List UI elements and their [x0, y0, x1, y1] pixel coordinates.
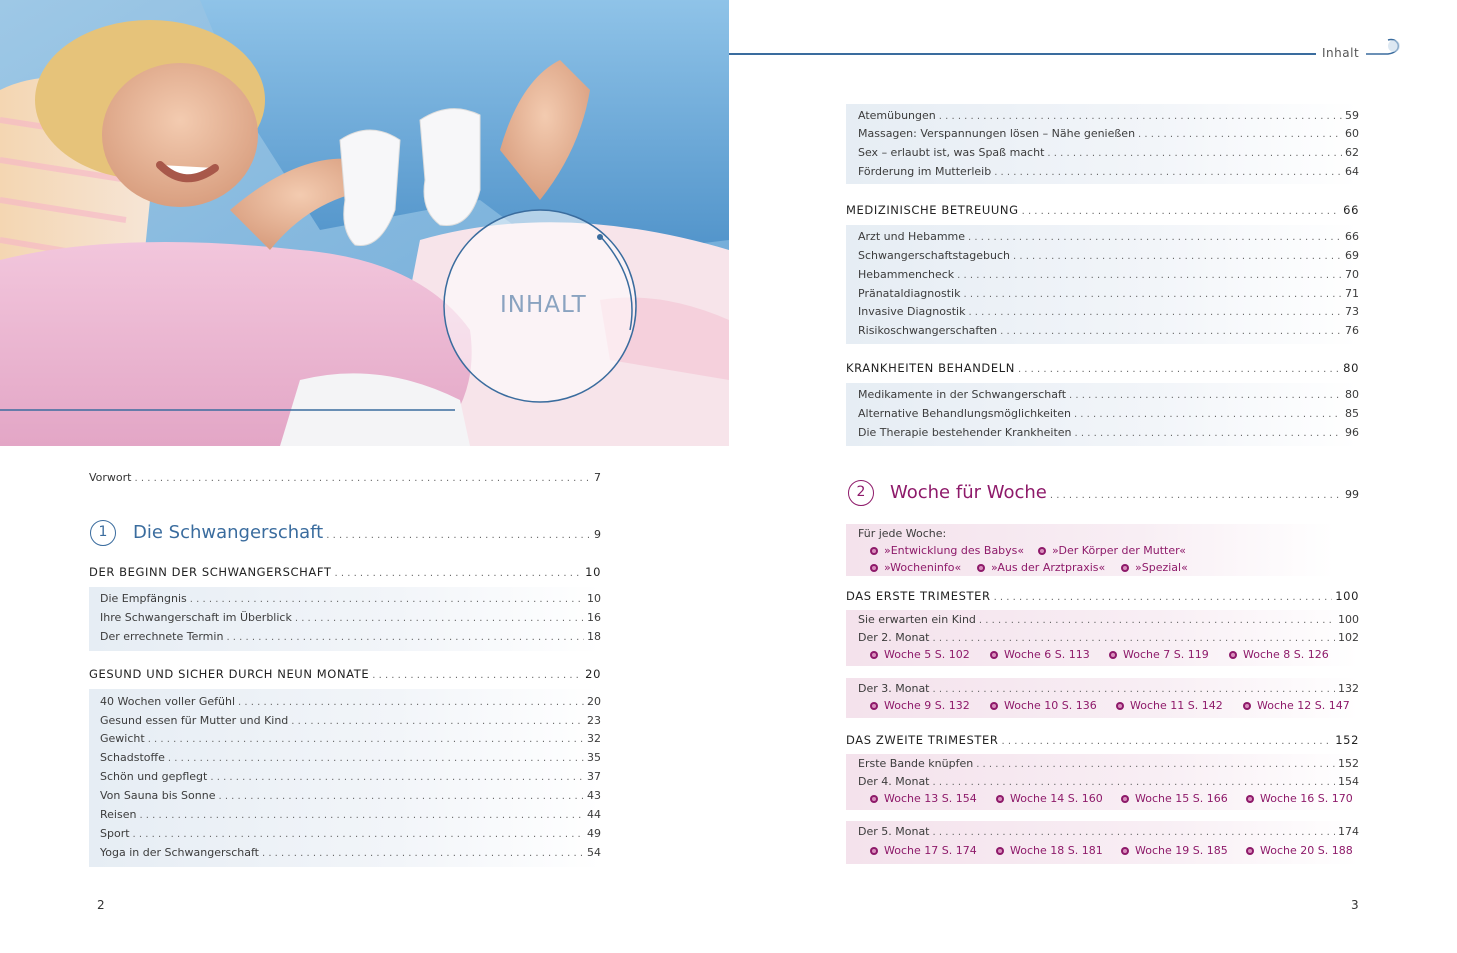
toc-dots [957, 270, 1342, 281]
week-label: Woche 7 S. 119 [1123, 648, 1209, 661]
toc-entry[interactable] [100, 808, 601, 821]
toc-dots [963, 289, 1342, 300]
week-label: Woche 14 S. 160 [1010, 792, 1103, 805]
toc-dots [939, 111, 1342, 122]
entry-page: 102 [1338, 631, 1359, 644]
entry-title: Der 2. Monat [858, 631, 930, 644]
toc-entry[interactable] [100, 611, 601, 624]
toc-dots [210, 772, 584, 783]
entry-title: Schön und gepflegt [100, 770, 208, 783]
bullet-icon [870, 847, 878, 855]
entry-page: 43 [587, 789, 601, 802]
toc-dots [372, 670, 582, 681]
toc-page: 99 [1345, 488, 1359, 501]
toc-page: 66 [1343, 203, 1359, 217]
bullet-icon [1121, 564, 1129, 572]
toc-entry[interactable] [858, 146, 1359, 159]
photo-illustration [0, 0, 729, 446]
entry-title: Schwangerschaftstagebuch [858, 249, 1010, 262]
entry-title: Der 3. Monat [858, 682, 930, 695]
toc-dots [1138, 129, 1342, 140]
entry-title: Der 5. Monat [858, 825, 930, 838]
chapter-1-title: Die Schwangerschaft [133, 522, 324, 543]
toc-dots [291, 716, 584, 727]
section-title: KRANKHEITEN BEHANDELN [846, 361, 1015, 375]
weekly-item-label: »Der Körper der Mutter« [1052, 544, 1186, 557]
entry-title: Atemübungen [858, 109, 936, 122]
entry-page: 174 [1338, 825, 1359, 838]
week-label: Woche 12 S. 147 [1257, 699, 1350, 712]
toc-dots [262, 848, 584, 859]
toc-entry[interactable] [100, 789, 601, 802]
entry-title: Ihre Schwangerschaft im Überblick [100, 611, 292, 624]
toc-entry[interactable] [100, 751, 601, 764]
entry-title: Medikamente in der Schwangerschaft [858, 388, 1067, 401]
toc-entry[interactable] [100, 592, 601, 605]
bullet-icon [1246, 847, 1254, 855]
week-link[interactable] [1246, 844, 1353, 857]
toc-dots [933, 684, 1336, 695]
week-link[interactable] [1121, 844, 1228, 857]
week-link[interactable] [1109, 648, 1209, 661]
entry-title: Die Empfängnis [100, 592, 187, 605]
week-link[interactable] [990, 699, 1097, 712]
entry-title: Von Sauna bis Sonne [100, 789, 216, 802]
week-label: Woche 13 S. 154 [884, 792, 977, 805]
toc-entry[interactable] [858, 825, 1359, 838]
page-number-left: 2 [97, 898, 105, 912]
toc-dots [238, 697, 584, 708]
toc-entry[interactable] [100, 846, 601, 859]
toc-entry[interactable] [858, 109, 1359, 122]
toc-dots [994, 592, 1333, 603]
toc-dots [326, 530, 591, 541]
section-title: GESUND UND SICHER DURCH NEUN MONATE [89, 667, 370, 681]
entry-title: Sport [100, 827, 130, 840]
entry-page: 18 [587, 630, 601, 643]
toc-dots [1047, 148, 1342, 159]
week-link[interactable] [1246, 792, 1353, 805]
toc-entry[interactable] [100, 827, 601, 840]
entry-page: 70 [1345, 268, 1359, 281]
week-label: Woche 8 S. 126 [1243, 648, 1329, 661]
bullet-icon [870, 651, 878, 659]
toc-entry[interactable] [858, 230, 1359, 243]
section-title: DAS ERSTE TRIMESTER [846, 589, 991, 603]
entry-page: 16 [587, 611, 601, 624]
toc-entry[interactable] [858, 287, 1359, 300]
entry-title: Sie erwarten ein Kind [858, 613, 976, 626]
entry-page: 60 [1345, 127, 1359, 140]
week-link[interactable] [996, 844, 1103, 857]
header-rule [729, 53, 1316, 55]
toc-entry[interactable] [858, 165, 1359, 178]
entry-page: 49 [587, 827, 601, 840]
entry-title: Arzt und Hebamme [858, 230, 966, 243]
week-label: Woche 6 S. 113 [1004, 648, 1090, 661]
weekly-item [870, 561, 961, 574]
entry-title: Förderung im Mutterleib [858, 165, 992, 178]
bullet-icon [1246, 795, 1254, 803]
chapter-2-title: Woche für Woche [890, 482, 1047, 503]
entry-title: Der errechnete Termin [100, 630, 224, 643]
week-link[interactable] [990, 648, 1090, 661]
week-link[interactable] [1243, 699, 1350, 712]
toc-title: Vorwort [89, 471, 132, 484]
bullet-icon [1038, 547, 1046, 555]
entry-title: Die Therapie bestehender Krankheiten [858, 426, 1072, 439]
entry-page: 69 [1345, 249, 1359, 262]
toc-dots [933, 777, 1336, 788]
entry-title: Hebammencheck [858, 268, 955, 281]
toc-dots [1002, 736, 1333, 747]
toc-entry[interactable] [858, 775, 1359, 788]
bullet-icon [996, 847, 1004, 855]
entry-page: 76 [1345, 324, 1359, 337]
toc-dots [139, 810, 584, 821]
entry-title: Schadstoffe [100, 751, 165, 764]
toc-entry[interactable] [858, 407, 1359, 420]
weekly-item-label: »Spezial« [1135, 561, 1188, 574]
bullet-icon [1121, 795, 1129, 803]
toc-dots [168, 753, 584, 764]
bullet-icon [1109, 651, 1117, 659]
entry-page: 32 [587, 732, 601, 745]
weekly-item-label: »Aus der Arztpraxis« [991, 561, 1106, 574]
week-link[interactable] [870, 699, 970, 712]
toc-entry[interactable] [100, 770, 601, 783]
bullet-icon [870, 702, 878, 710]
entry-page: 132 [1338, 682, 1359, 695]
entry-page: 37 [587, 770, 601, 783]
toc-page: 10 [585, 565, 601, 579]
week-link[interactable] [996, 792, 1103, 805]
toc-dots [994, 167, 1342, 178]
toc-dots [133, 829, 584, 840]
toc-dots [1018, 364, 1340, 375]
section-title: DER BEGINN DER SCHWANGERSCHAFT [89, 565, 332, 579]
toc-dots [295, 613, 584, 624]
toc-dots [218, 791, 584, 802]
toc-dots [1000, 326, 1342, 337]
entry-page: 85 [1345, 407, 1359, 420]
toc-entry[interactable] [858, 324, 1359, 337]
entry-title: Yoga in der Schwangerschaft [100, 846, 259, 859]
week-label: Woche 10 S. 136 [1004, 699, 1097, 712]
entry-title: Risikoschwangerschaften [858, 324, 998, 337]
toc-dots [226, 632, 584, 643]
toc-entry[interactable] [858, 268, 1359, 281]
week-label: Woche 20 S. 188 [1260, 844, 1353, 857]
entry-title: Gesund essen für Mutter und Kind [100, 714, 289, 727]
bullet-icon [870, 795, 878, 803]
toc-dots [1074, 409, 1342, 420]
entry-title: Alternative Behandlungsmöglichkeiten [858, 407, 1071, 420]
toc-section[interactable] [846, 203, 1359, 217]
week-label: Woche 15 S. 166 [1135, 792, 1228, 805]
chapter-2-number: 2 [848, 480, 874, 506]
toc-dots [135, 473, 592, 484]
entry-title: Der 4. Monat [858, 775, 930, 788]
weekly-item-label: »Entwicklung des Babys« [884, 544, 1025, 557]
week-label: Woche 5 S. 102 [884, 648, 970, 661]
bullet-icon [990, 702, 998, 710]
page-number-right: 3 [1351, 898, 1359, 912]
toc-entry[interactable] [100, 630, 601, 643]
toc-dots [1069, 390, 1342, 401]
toc-dots [933, 633, 1336, 644]
entry-page: 59 [1345, 109, 1359, 122]
toc-entry[interactable] [858, 305, 1359, 318]
toc-section[interactable] [89, 565, 601, 579]
entry-title: Reisen [100, 808, 137, 821]
entry-title: Pränataldiagnostik [858, 287, 961, 300]
toc-page: 20 [585, 667, 601, 681]
toc-entry[interactable] [858, 631, 1359, 644]
week-link[interactable] [1116, 699, 1223, 712]
weekly-intro: Für jede Woche: [858, 527, 947, 540]
weekly-item-label: »Wocheninfo« [884, 561, 962, 574]
toc-entry[interactable] [858, 613, 1359, 626]
week-link[interactable] [1121, 792, 1228, 805]
toc-dots [976, 759, 1335, 770]
photo-inhalt-label: INHALT [500, 292, 587, 318]
toc-page: 100 [1335, 589, 1359, 603]
toc-chapter-2[interactable] [890, 482, 1359, 503]
bullet-icon [1116, 702, 1124, 710]
week-label: Woche 17 S. 174 [884, 844, 977, 857]
toc-entry[interactable] [858, 682, 1359, 695]
week-label: Woche 11 S. 142 [1130, 699, 1223, 712]
entry-page: 20 [587, 695, 601, 708]
entry-page: 64 [1345, 165, 1359, 178]
toc-chapter-1[interactable] [133, 522, 601, 543]
entry-page: 152 [1338, 757, 1359, 770]
cover-photo [0, 0, 729, 446]
toc-dots [1075, 428, 1342, 439]
entry-title: Massagen: Verspannungen lösen – Nähe genießen [858, 127, 1136, 140]
chapter-1-number: 1 [90, 520, 116, 546]
toc-dots [979, 615, 1335, 626]
weekly-item [977, 561, 1105, 574]
toc-entry[interactable] [100, 695, 601, 708]
entry-page: 10 [587, 592, 601, 605]
weekly-item [1038, 544, 1186, 557]
bullet-icon [977, 564, 985, 572]
week-link[interactable] [870, 648, 970, 661]
toc-page: 80 [1343, 361, 1359, 375]
entry-page: 80 [1345, 388, 1359, 401]
entry-page: 154 [1338, 775, 1359, 788]
entry-page: 23 [587, 714, 601, 727]
toc-entry[interactable] [858, 249, 1359, 262]
toc-dots [335, 568, 583, 579]
bullet-icon [870, 547, 878, 555]
toc-dots [933, 827, 1336, 838]
bullet-icon [996, 795, 1004, 803]
week-label: Woche 19 S. 185 [1135, 844, 1228, 857]
running-header: Inhalt [1322, 46, 1360, 60]
entry-page: 35 [587, 751, 601, 764]
entry-title: 40 Wochen voller Gefühl [100, 695, 236, 708]
entry-title: Invasive Diagnostik [858, 305, 966, 318]
toc-dots [1022, 206, 1341, 217]
entry-page: 73 [1345, 305, 1359, 318]
toc-section[interactable] [846, 361, 1359, 375]
toc-entry[interactable] [858, 757, 1359, 770]
week-link[interactable] [870, 844, 977, 857]
weekly-item [870, 544, 1024, 557]
entry-page: 100 [1338, 613, 1359, 626]
toc-section[interactable] [846, 589, 1359, 603]
entry-page: 71 [1345, 287, 1359, 300]
toc-section[interactable] [846, 733, 1359, 747]
bullet-icon [870, 564, 878, 572]
section-title: MEDIZINISCHE BETREUUNG [846, 203, 1019, 217]
toc-dots [1050, 490, 1342, 501]
entry-page: 96 [1345, 426, 1359, 439]
week-link[interactable] [1229, 648, 1329, 661]
toc-section[interactable] [89, 667, 601, 681]
toc-page: 7 [594, 471, 601, 484]
toc-dots [148, 734, 584, 745]
toc-entry[interactable] [858, 426, 1359, 439]
bullet-icon [1121, 847, 1129, 855]
toc-dots [968, 307, 1342, 318]
bullet-icon [1229, 651, 1237, 659]
entry-title: Erste Bande knüpfen [858, 757, 974, 770]
toc-dots [968, 232, 1342, 243]
week-label: Woche 18 S. 181 [1010, 844, 1103, 857]
toc-entry[interactable] [858, 388, 1359, 401]
toc-dots [190, 594, 584, 605]
week-label: Woche 16 S. 170 [1260, 792, 1353, 805]
bullet-icon [1243, 702, 1251, 710]
week-label: Woche 9 S. 132 [884, 699, 970, 712]
header-swirl-icon [1366, 36, 1402, 60]
toc-entry[interactable] [100, 714, 601, 727]
entry-page: 44 [587, 808, 601, 821]
entry-title: Sex – erlaubt ist, was Spaß macht [858, 146, 1045, 159]
toc-entry[interactable] [858, 127, 1359, 140]
entry-title: Gewicht [100, 732, 145, 745]
entry-page: 54 [587, 846, 601, 859]
section-title: DAS ZWEITE TRIMESTER [846, 733, 999, 747]
entry-page: 66 [1345, 230, 1359, 243]
toc-entry[interactable] [100, 732, 601, 745]
bullet-icon [990, 651, 998, 659]
toc-dots [1013, 251, 1342, 262]
toc-page: 9 [594, 528, 601, 541]
toc-page: 152 [1335, 733, 1359, 747]
weekly-item [1121, 561, 1188, 574]
toc-vorwort[interactable] [89, 471, 601, 484]
week-link[interactable] [870, 792, 977, 805]
entry-page: 62 [1345, 146, 1359, 159]
